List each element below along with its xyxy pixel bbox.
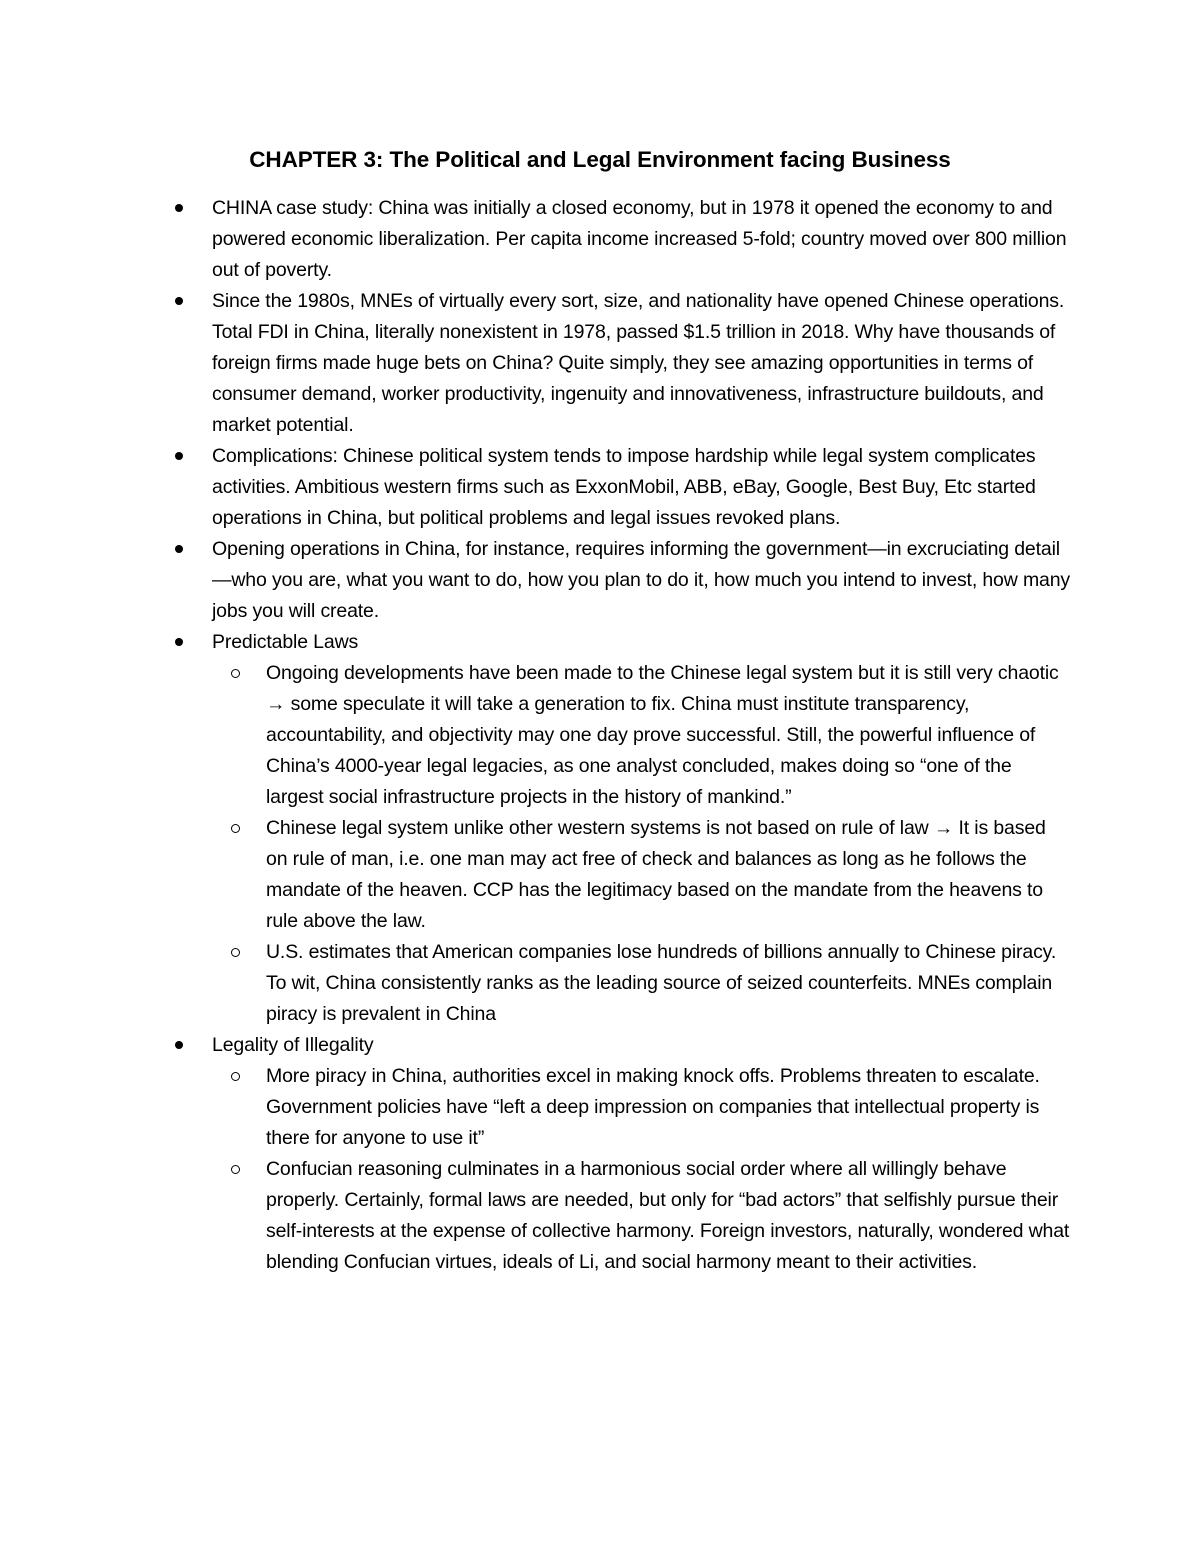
circle-bullet-icon bbox=[231, 1165, 240, 1174]
bullet-text: Legality of Illegality bbox=[212, 1034, 374, 1056]
bullet-icon bbox=[175, 297, 183, 305]
bullet-text: Predictable Laws bbox=[212, 631, 359, 653]
bullet-text: Opening operations in China, for instance, requires informing the government—in excruciating detail—who you are, what you want to do, how you plan to do it, how much you intend to invest, how many jobs you will create. bbox=[212, 538, 1071, 622]
bullet-list bbox=[212, 193, 1072, 1278]
circle-bullet-icon bbox=[231, 669, 240, 678]
sub-item-text: U.S. estimates that American companies lose hundreds of billions annually to Chinese piracy. To wit, China consistently ranks as the leading source of seized counterfeits. MNEs complain piracy is prevalent in China bbox=[266, 941, 1057, 1025]
bullet-item bbox=[212, 1030, 1072, 1278]
sub-item-text: Ongoing developments have been made to the Chinese legal system but it is still very chaotic → some speculate it will take a generation to fix. China must institute transparency, accountability, and objectivity may one day prove successful. Still, the powerful influence of China’s 4000-year legal legacies, as one analyst concluded, makes doing so “one of the largest social infrastructure projects in the history of mankind.” bbox=[266, 662, 1059, 808]
circle-bullet-icon bbox=[231, 1072, 240, 1081]
bullet-icon bbox=[175, 204, 183, 212]
bullet-item bbox=[212, 441, 1072, 534]
sub-item bbox=[266, 813, 1072, 937]
sub-item-text: Confucian reasoning culminates in a harmonious social order where all willingly behave properly. Certainly, formal laws are needed, but only for “bad actors” that selfishly pursue their self-interests at the expense of collective harmony. Foreign investors, naturally, wondered what blending Confucian virtues, ideals of Li, and social harmony meant to their activities. bbox=[266, 1158, 1070, 1273]
document-title: CHAPTER 3: The Political and Legal Environment facing Business bbox=[249, 147, 951, 172]
bullet-item bbox=[212, 534, 1072, 627]
sub-item-text: Chinese legal system unlike other western systems is not based on rule of law → It is based on rule of man, i.e. one man may act free of check and balances as long as he follows the mandate of the heaven. CCP has the legitimacy based on the mandate from the heavens to rule above the law. bbox=[266, 817, 1046, 932]
sub-item-text: More piracy in China, authorities excel in making knock offs. Problems threaten to escalate. Government policies have “left a deep impression on companies that intellectual property is there for anyone to use it” bbox=[266, 1065, 1040, 1149]
sub-item bbox=[266, 658, 1072, 813]
bullet-text: Complications: Chinese political system tends to impose hardship while legal system complicates activities. Ambitious western firms such as ExxonMobil, ABB, eBay, Google, Best Buy, Etc started operations in China, but political problems and legal issues revoked plans. bbox=[212, 445, 1036, 529]
bullet-item bbox=[212, 627, 1072, 1030]
sub-item bbox=[266, 1061, 1072, 1154]
bullet-icon bbox=[175, 638, 183, 646]
bullet-icon bbox=[175, 1041, 183, 1049]
sub-list bbox=[266, 1061, 1072, 1278]
circle-bullet-icon bbox=[231, 824, 240, 833]
bullet-icon bbox=[175, 452, 183, 460]
bullet-item bbox=[212, 286, 1072, 441]
bullet-item bbox=[212, 193, 1072, 286]
sub-item bbox=[266, 937, 1072, 1030]
bullet-icon bbox=[175, 545, 183, 553]
bullet-text: Since the 1980s, MNEs of virtually every sort, size, and nationality have opened Chinese operations. Total FDI in China, literally nonexistent in 1978, passed $1.5 trillion in 2018. Why have thousands of foreign firms made huge bets on China? Quite simply, they see amazing opportunities in terms of consumer demand, worker productivity, ingenuity and innovativeness, infrastructure buildouts, and market potential. bbox=[212, 290, 1065, 436]
sub-item bbox=[266, 1154, 1072, 1278]
sub-list bbox=[266, 658, 1072, 1030]
bullet-text: CHINA case study: China was initially a closed economy, but in 1978 it opened the economy to and powered economic liberalization. Per capita income increased 5-fold; country moved over 800 million out of poverty. bbox=[212, 197, 1067, 281]
circle-bullet-icon bbox=[231, 948, 240, 957]
